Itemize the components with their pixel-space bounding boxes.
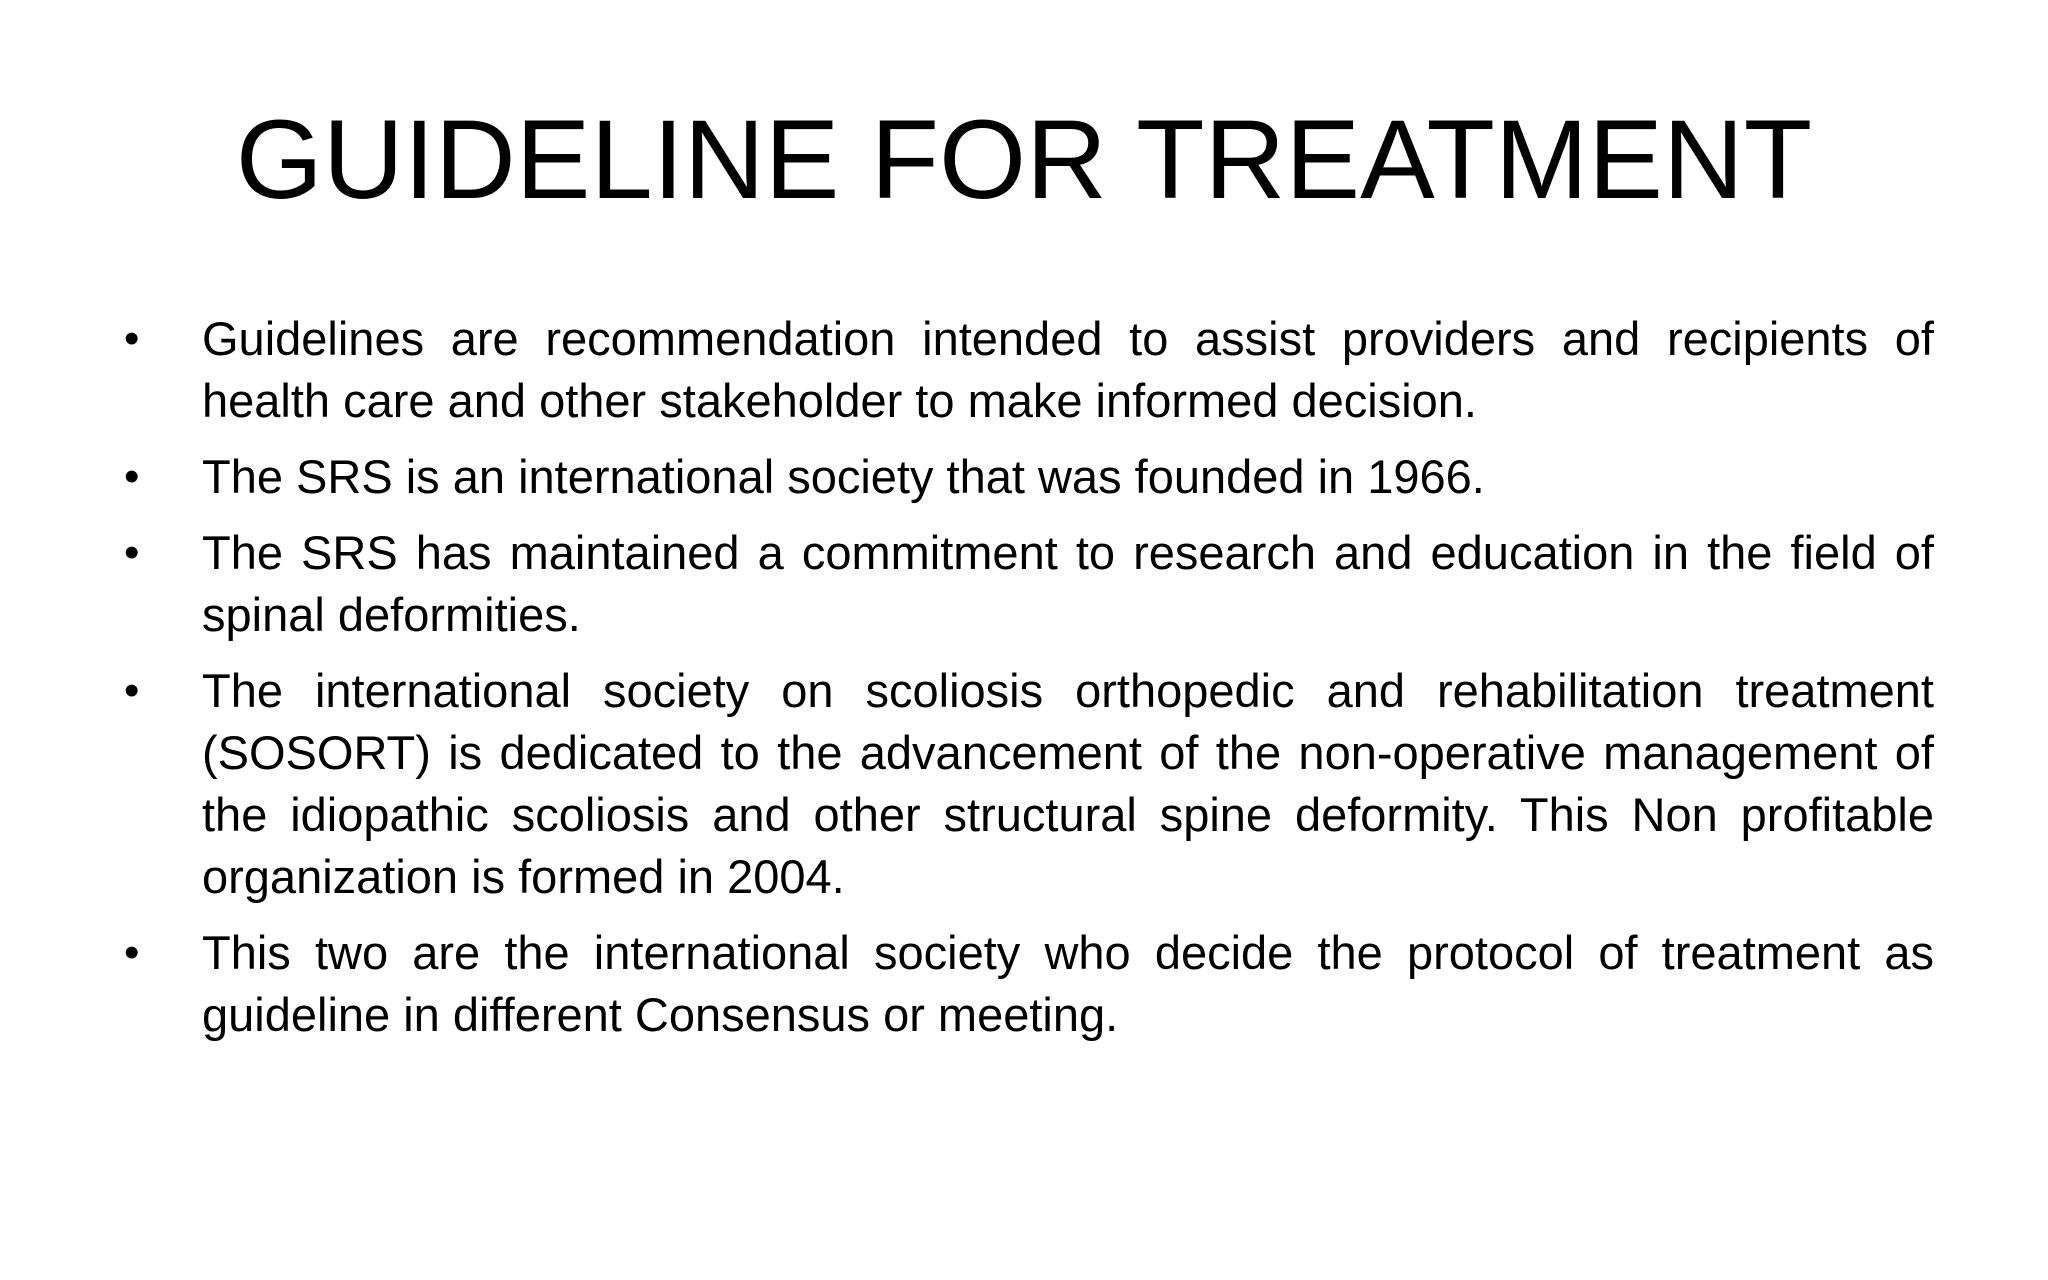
bullet-item — [118, 660, 1934, 908]
bullet-item — [118, 522, 1934, 646]
bullet-text: The international society on scoliosis orthopedic and rehabilitation treatment (SOSORT) is dedicated to the advancement of the non-operative management of the idiopathic scoliosis and other structural spine deformity. This Non profitable organization is formed in 2004. — [202, 664, 1934, 903]
bullet-icon: • — [124, 314, 140, 363]
bullet-text: The SRS has maintained a commitment to research and education in the field of spinal deformities. — [202, 526, 1934, 641]
bullet-icon: • — [124, 928, 140, 977]
bullet-text: The SRS is an international society that was founded in 1966. — [202, 450, 1485, 503]
bullet-icon: • — [124, 666, 140, 715]
bullet-text: Guidelines are recommendation intended to assist providers and recipients of health care and other stakeholder to make informed decision. — [202, 312, 1934, 427]
bullet-icon: • — [124, 528, 140, 577]
slide-title: GUIDELINE FOR TREATMENT — [235, 97, 1813, 222]
bullet-item — [118, 446, 1934, 508]
bullet-list — [118, 308, 1934, 1046]
bullet-icon: • — [124, 452, 140, 501]
bullet-item — [118, 922, 1934, 1046]
bullet-text: This two are the international society who decide the protocol of treatment as guideline in different Consensus or meeting. — [202, 926, 1934, 1041]
bullet-item — [118, 308, 1934, 432]
